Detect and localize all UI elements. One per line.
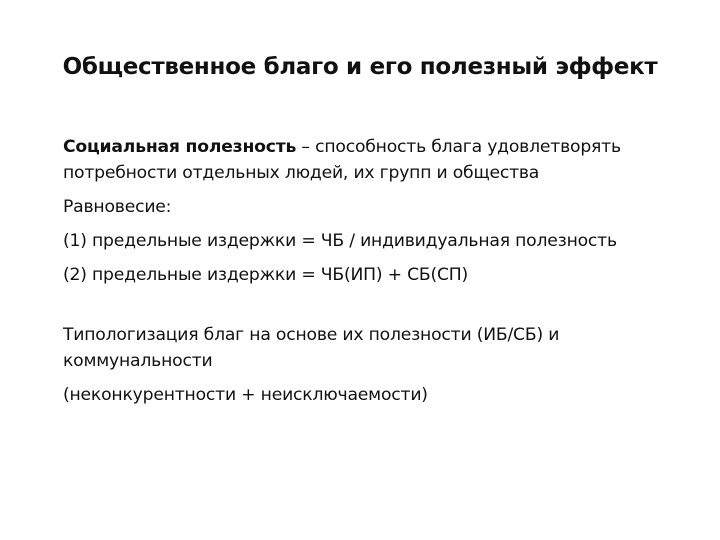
slide-title: Общественное благо и его полезный эффект [62,54,658,80]
equilibrium-label: Равновесие: [63,197,172,217]
equation-2: (2) предельные издержки = ЧБ(ИП) + СБ(СП) [63,265,469,285]
definition-term: Социальная полезность [63,137,297,157]
slide-body [63,134,673,408]
definition-text: – способность блага удовлетворять потребности отдельных людей, их групп и общества [63,137,621,183]
definition-paragraph [63,134,673,186]
equation-1: (1) предельные издержки = ЧБ / индивидуальная полезность [63,231,617,251]
typology-paragraph: Типологизация благ на основе их полезности (ИБ/СБ) и коммунальности [63,325,560,371]
typology-criteria: (неконкурентности + неисключаемости) [63,385,428,405]
